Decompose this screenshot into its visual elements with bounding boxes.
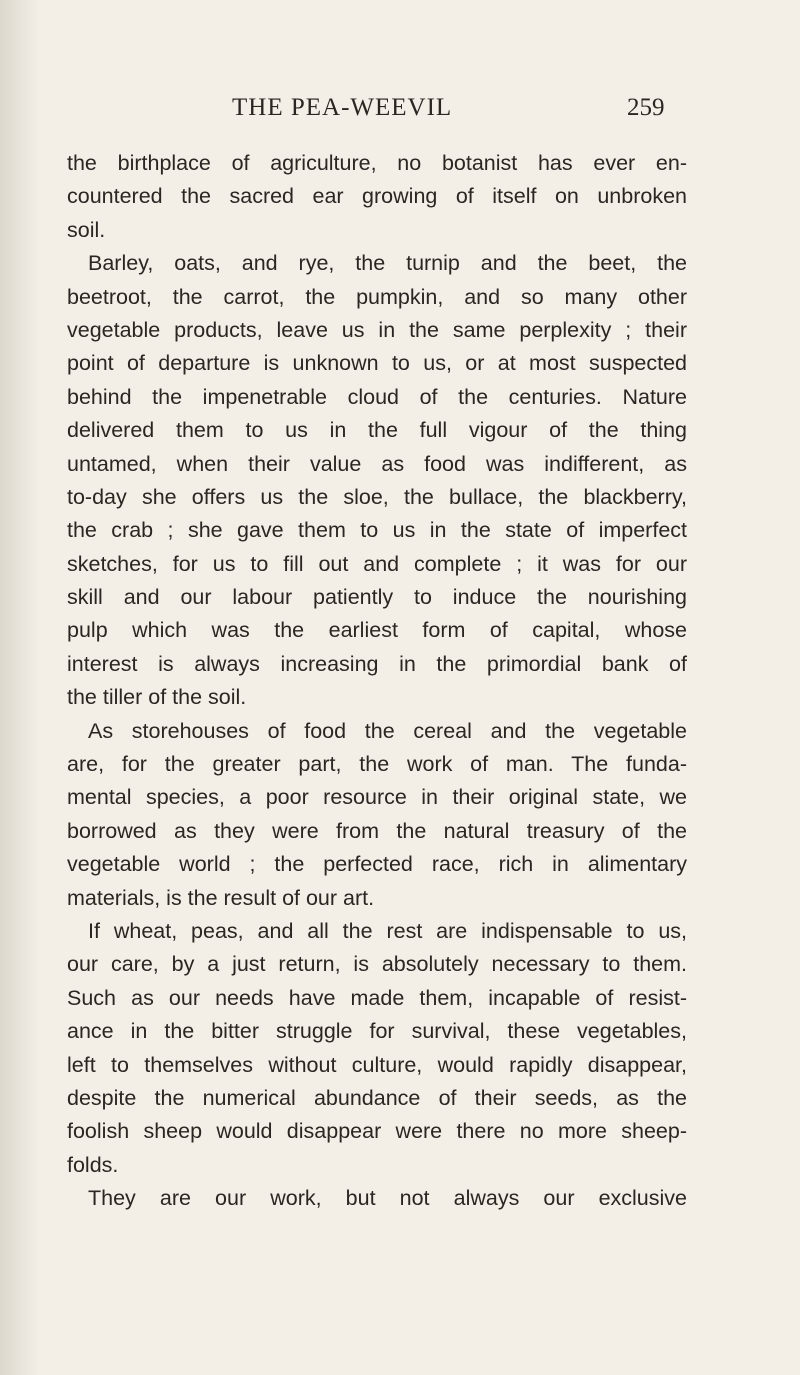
- text-line: pulp which was the earliest form of capital, whose: [67, 618, 687, 643]
- text-line: countered the sacred ear growing of itself on unbroken: [67, 184, 687, 209]
- page-number: 259: [627, 94, 665, 121]
- text-line: As storehouses of food the cereal and the vegetable: [88, 718, 687, 743]
- text-line: delivered them to us in the full vigour of the thing: [67, 418, 687, 443]
- text-line: point of departure is unknown to us, or at most suspected: [67, 351, 687, 376]
- running-head: [0, 94, 800, 124]
- text-line: skill and our labour patiently to induce the nourishing: [67, 585, 687, 610]
- page-gutter-shadow: [0, 0, 40, 1375]
- text-line: borrowed as they were from the natural treasury of the: [67, 818, 687, 843]
- text-line: the tiller of the soil.: [67, 685, 247, 710]
- text-line: beetroot, the carrot, the pumpkin, and so many other: [67, 284, 687, 309]
- text-line: materials, is the result of our art.: [67, 885, 375, 910]
- text-line: are, for the greater part, the work of man. The funda-: [67, 752, 687, 777]
- text-line: If wheat, peas, and all the rest are indispensable to us,: [88, 918, 687, 943]
- text-line: Barley, oats, and rye, the turnip and the beet, the: [88, 251, 687, 276]
- body-text: [67, 147, 687, 1216]
- text-line: soil.: [67, 217, 106, 242]
- text-line: Such as our needs have made them, incapable of resist-: [67, 985, 687, 1010]
- text-line: despite the numerical abundance of their seeds, as the: [67, 1085, 687, 1110]
- text-line: the birthplace of agriculture, no botanist has ever en-: [67, 151, 687, 175]
- text-line: untamed, when their value as food was indifferent, as: [67, 451, 687, 476]
- text-line: to-day she offers us the sloe, the bullace, the blackberry,: [67, 484, 687, 509]
- text-line: interest is always increasing in the primordial bank of: [67, 651, 687, 676]
- text-line: sketches, for us to fill out and complete ; it was for our: [67, 551, 687, 576]
- text-line: the crab ; she gave them to us in the state of imperfect: [67, 518, 687, 543]
- text-line: folds.: [67, 1152, 119, 1177]
- text-line: They are our work, but not always our exclusive: [88, 1186, 687, 1211]
- text-line: our care, by a just return, is absolutely necessary to them.: [67, 952, 687, 977]
- text-line: foolish sheep would disappear were there no more sheep-: [67, 1119, 687, 1144]
- text-line: left to themselves without culture, would rapidly disappear,: [67, 1052, 687, 1077]
- text-line: vegetable world ; the perfected race, rich in alimentary: [67, 852, 687, 877]
- text-line: ance in the bitter struggle for survival, these vegetables,: [67, 1019, 687, 1044]
- running-title: THE PEA-WEEVIL: [232, 94, 453, 121]
- text-line: mental species, a poor resource in their original state, we: [67, 785, 687, 810]
- text-line: vegetable products, leave us in the same perplexity ; their: [67, 317, 687, 342]
- text-line: behind the impenetrable cloud of the centuries. Nature: [67, 384, 687, 409]
